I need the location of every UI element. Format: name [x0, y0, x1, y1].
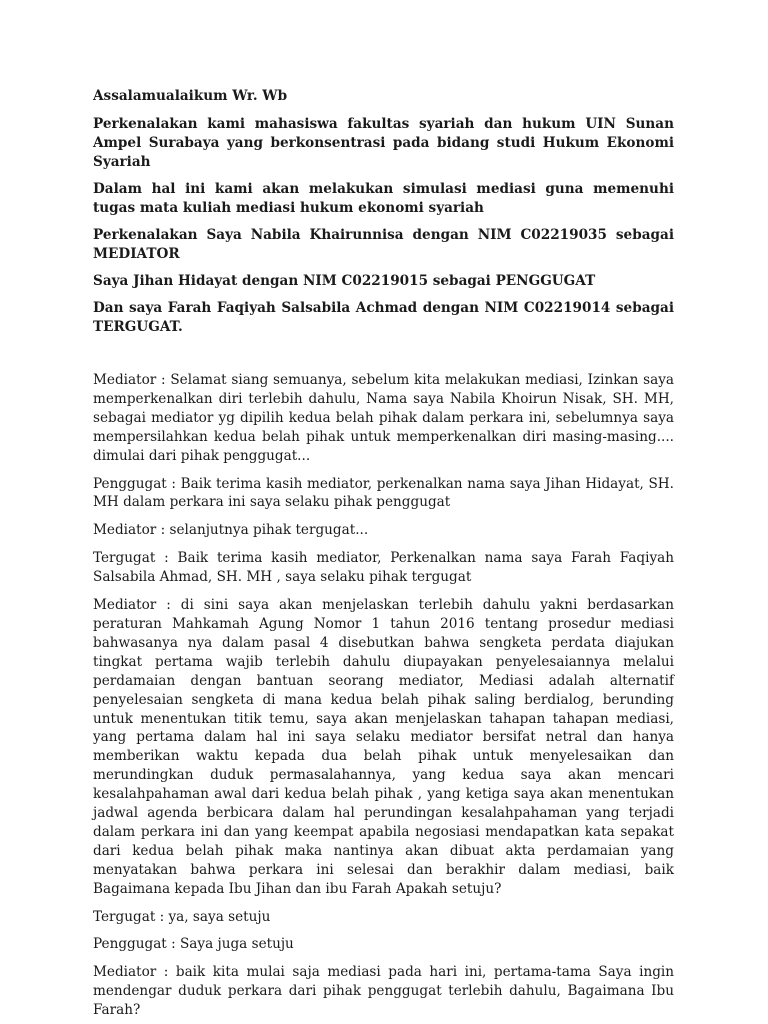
greeting: Assalamualaikum Wr. Wb — [93, 88, 288, 104]
dialogue-section — [93, 371, 674, 1020]
dialogue-line: Tergugat : Baik terima kasih mediator, Perkenalkan nama saya Farah Faqiyah Salsabila Ahmad, SH. MH , saya selaku pihak tergugat — [93, 550, 674, 586]
plaintiff-introduction: Saya Jihan Hidayat dengan NIM C02219015 sebagai PENGGUGAT — [93, 273, 596, 289]
dialogue-line: Mediator : selanjutnya pihak tergugat... — [93, 522, 369, 539]
dialogue-line: Penggugat : Baik terima kasih mediator, perkenalkan nama saya Jihan Hidayat, SH. MH dalam perkara ini saya selaku pihak penggugat — [93, 475, 674, 511]
intro-paragraph: Dalam hal ini kami akan melakukan simulasi mediasi guna memenuhi tugas mata kuliah mediasi hukum ekonomi syariah — [93, 181, 674, 216]
intro-paragraph: Perkenalakan kami mahasiswa fakultas syariah dan hukum UIN Sunan Ampel Surabaya yang berkonsentrasi pada bidang studi Hukum Ekonomi Syariah — [93, 116, 674, 170]
dialogue-line: Mediator : Selamat siang semuanya, sebelum kita melakukan mediasi, Izinkan saya memperkenalkan diri terlebih dahulu, Nama saya Nabila Khoirun Nisak, SH. MH, sebagai mediator yg dipilih kedua belah pihak dalam perkara ini, sebelumnya saya mempersilahkan kedua belah pihak untuk memperkenalkan diri masing-masing.... dimulai dari pihak penggugat... — [93, 372, 674, 464]
dialogue-line: Tergugat : ya, saya setuju — [93, 908, 271, 925]
dialogue-line: Penggugat : Saya juga setuju — [93, 936, 294, 953]
dialogue-line: Mediator : baik kita mulai saja mediasi pada hari ini, pertama-tama Saya ingin mendengar duduk perkara dari pihak penggugat terlebih dahulu, Bagaimana Ibu Farah? — [93, 964, 674, 1019]
mediator-introduction: Perkenalakan Saya Nabila Khairunnisa dengan NIM C02219035 sebagai MEDIATOR — [93, 227, 674, 262]
defendant-introduction: Dan saya Farah Faqiyah Salsabila Achmad dengan NIM C02219014 sebagai TERGUGAT. — [93, 300, 674, 335]
introduction-section — [93, 87, 674, 337]
dialogue-line: Mediator : di sini saya akan menjelaskan terlebih dahulu yakni berdasarkan peraturan Mahkamah Agung Nomor 1 tahun 2016 tentang prosedur mediasi bahwasanya nya dalam pasal 4 disebutkan bahwa sengketa perdata diajukan tingkat pertama wajib terlebih dahulu diupayakan penyelesaiannya melalui perdamaian dengan bantuan seorang mediator, Mediasi adalah alternatif penyelesaian sengketa di mana kedua belah pihak saling berdialog, berunding untuk menentukan titik temu, saya akan menjelaskan tahapan tahapan mediasi, yang pertama dalam hal ini saya selaku mediator bersifat netral dan hanya memberikan waktu kepada dua belah pihak untuk menyelesaikan dan merundingkan duduk permasalahannya, yang kedua saya akan mencari kesalahpahaman awal dari kedua belah pihak , yang ketiga saya akan menentukan jadwal agenda berbicara dalam hal perundingan kesalahpahaman yang terjadi dalam perkara ini dan yang keempat apabila negosiasi mendapatkan kata sepakat dari kedua belah pihak maka nantinya akan dibuat akta perdamaian yang menyatakan bahwa perkara ini selesai dan berakhir dalam mediasi, baik Bagaimana kepada Ibu Jihan dan ibu Farah Apakah setuju? — [93, 597, 674, 897]
